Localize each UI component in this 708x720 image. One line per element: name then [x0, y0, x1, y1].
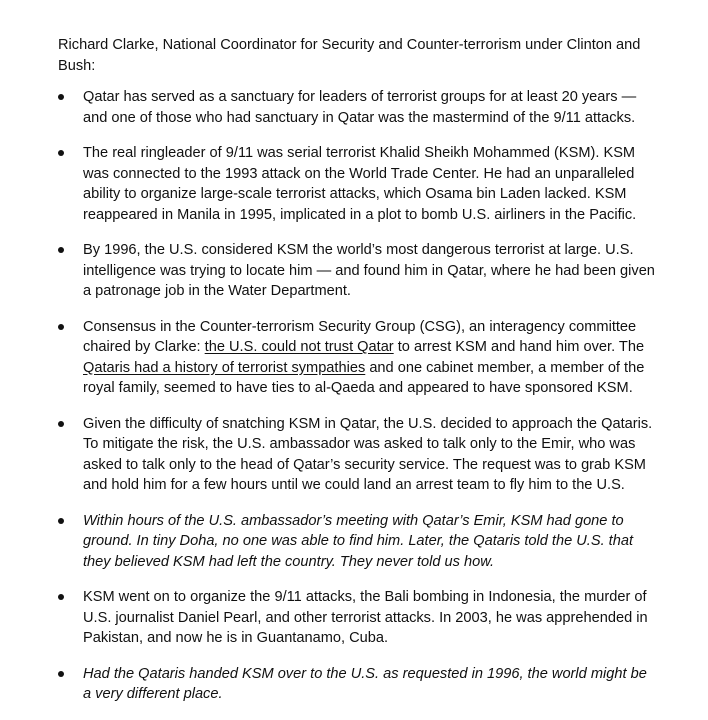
bullet-text-segment: to arrest KSM and hand him over. The — [393, 339, 645, 355]
bullet-item-6 — [58, 511, 658, 573]
bullet-text-segment: Consensus in the Counter-terrorism Security Group (CSG), an interagency committee chaired by Clarke: — [83, 318, 637, 355]
bullet-dot-icon — [58, 150, 64, 156]
underlined-phrase-trust[interactable]: the U.S. could not trust Qatar — [204, 339, 394, 355]
bullet-dot-icon — [58, 247, 64, 253]
bullet-item-4 — [58, 317, 658, 399]
bullet-list — [58, 87, 658, 705]
bullet-text: KSM went on to organize the 9/11 attacks, the Bali bombing in Indonesia, the murder of U.S. journalist Daniel Pearl, and other terrorist attacks. In 2003, he was apprehended in Pakistan, and now he is in Guantanamo, Cuba. — [83, 589, 648, 646]
bullet-dot-icon — [58, 324, 64, 330]
bullet-dot-icon — [58, 421, 64, 427]
bullet-text: Given the difficulty of snatching KSM in Qatar, the U.S. decided to approach the Qataris. To mitigate the risk, the U.S. ambassador was asked to talk only to the Emir, who was asked to talk only to the head of Qatar’s security service. The request was to grab KSM and hold him for a few hours until we could land an arrest team to fly him to the U.S. — [83, 415, 653, 493]
bullet-text: Had the Qataris handed KSM over to the U.S. as requested in 1996, the world might be a very different place. — [83, 665, 647, 702]
underlined-phrase-history[interactable]: Qataris had a history of terrorist sympathies — [83, 359, 366, 376]
bullet-dot-icon — [58, 518, 64, 524]
bullet-item-1 — [58, 87, 658, 128]
bullet-item-5 — [58, 414, 658, 496]
bullet-item-3 — [58, 240, 658, 302]
bullet-item-2 — [58, 143, 658, 225]
intro-paragraph: Richard Clarke, National Coordinator for Security and Counter-terrorism under Clinton and Bush: — [58, 37, 641, 74]
bullet-item-8 — [58, 664, 658, 705]
bullet-dot-icon — [58, 594, 64, 600]
bullet-text: Qatar has served as a sanctuary for leaders of terrorist groups for at least 20 years — and one of those who had sanctuary in Qatar was the mastermind of the 9/11 attacks. — [83, 89, 637, 126]
bullet-dot-icon — [58, 94, 64, 100]
bullet-item-7 — [58, 587, 658, 649]
bullet-text: By 1996, the U.S. considered KSM the world’s most dangerous terrorist at large. U.S. intelligence was trying to locate him — and found him in Qatar, where he had been given a patronage job in the Water Department. — [83, 242, 655, 299]
bullet-text: Within hours of the U.S. ambassador’s meeting with Qatar’s Emir, KSM had gone to ground. In tiny Doha, no one was able to find him. Later, the Qataris told the U.S. that they believed KSM had left the country. They never told us how. — [83, 512, 634, 570]
bullet-dot-icon — [58, 671, 64, 677]
document-page — [58, 35, 658, 720]
bullet-text-segment: and one cabinet member, a member of the royal family, seemed to have ties to al-Qaeda and appeared to have sponsored KSM. — [83, 359, 645, 396]
bullet-text: The real ringleader of 9/11 was serial terrorist Khalid Sheikh Mohammed (KSM). KSM was connected to the 1993 attack on the World Trade Center. He had an unparalleled ability to organize large-scale terrorist attacks, which Osama bin Laden lacked. KSM reappeared in Manila in 1995, implicated in a plot to bomb U.S. airliners in the Pacific. — [83, 145, 637, 223]
